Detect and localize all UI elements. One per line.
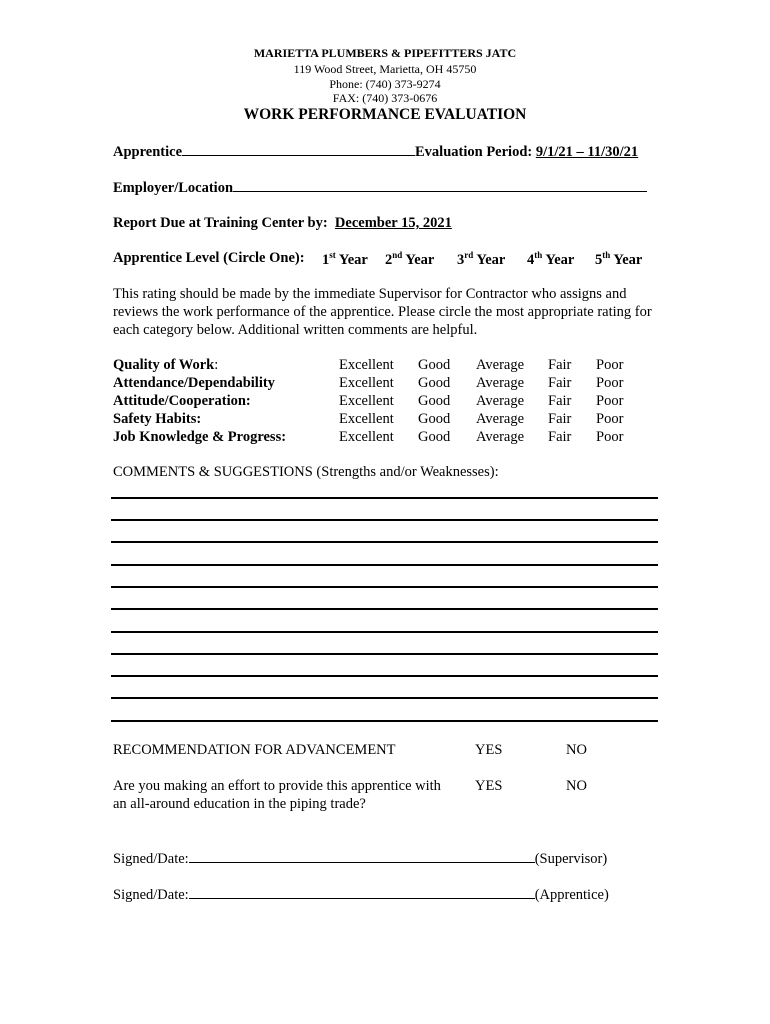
education-question-line1: Are you making an effort to provide this apprentice with (113, 778, 441, 794)
category-label: Attitude/Cooperation: (113, 393, 251, 409)
apprentice-level-label: Apprentice Level (Circle One): (113, 250, 305, 266)
level-option-1[interactable]: 1st Year (322, 250, 368, 268)
rating-good[interactable]: Good (418, 393, 451, 409)
comment-line[interactable] (111, 653, 658, 655)
organization-address: 119 Wood Street, Marietta, OH 45750 (293, 62, 477, 76)
supervisor-signature-row (113, 849, 607, 868)
comment-line[interactable] (111, 697, 658, 699)
apprentice-row (113, 143, 638, 161)
level-option-5[interactable]: 5th Year (595, 250, 643, 268)
comment-line[interactable] (111, 675, 658, 677)
comment-line[interactable] (111, 631, 658, 633)
advancement-no-option[interactable]: NO (566, 742, 587, 758)
organization-fax: FAX: (740) 373-0676 (332, 91, 438, 105)
rating-excellent[interactable]: Excellent (339, 429, 394, 445)
comment-line[interactable] (111, 541, 658, 543)
comment-line[interactable] (111, 586, 658, 588)
advancement-yes-option[interactable]: YES (475, 742, 503, 758)
comment-line[interactable] (111, 608, 658, 610)
advancement-label: RECOMMENDATION FOR ADVANCEMENT (113, 742, 396, 758)
rating-excellent[interactable]: Excellent (339, 375, 394, 391)
level-option-3[interactable]: 3rd Year (457, 250, 506, 268)
signature-label: Signed/Date: (113, 851, 189, 867)
document-title: WORK PERFORMANCE EVALUATION (243, 106, 527, 123)
education-yes-option[interactable]: YES (475, 778, 503, 794)
comment-line[interactable] (111, 564, 658, 566)
rating-good[interactable]: Good (418, 375, 451, 391)
rating-average[interactable]: Average (476, 429, 525, 445)
organization-phone: Phone: (740) 373-9274 (329, 77, 441, 91)
level-option-2[interactable]: 2nd Year (385, 250, 435, 268)
apprentice-level-row (113, 250, 305, 267)
comment-line[interactable] (111, 519, 658, 521)
rating-excellent[interactable]: Excellent (339, 357, 394, 373)
rating-poor[interactable]: Poor (596, 429, 624, 445)
rating-good[interactable]: Good (418, 429, 451, 445)
employer-label: Employer/Location (113, 180, 234, 196)
category-label: Attendance/Dependability (113, 375, 275, 391)
signature-role: (Supervisor) (534, 851, 608, 867)
level-option-4[interactable]: 4th Year (527, 250, 575, 268)
rating-fair[interactable]: Fair (548, 357, 572, 373)
signature-label: Signed/Date: (113, 887, 189, 903)
comment-line[interactable] (111, 720, 658, 722)
education-question-line2: an all-around education in the piping trade? (113, 796, 366, 812)
rating-good[interactable]: Good (418, 411, 451, 427)
organization-name: MARIETTA PLUMBERS & PIPEFITTERS JATC (253, 46, 517, 60)
apprentice-label: Apprentice (113, 144, 183, 160)
report-due-label: Report Due at Training Center by: (113, 215, 328, 231)
comment-line[interactable] (111, 497, 658, 499)
rating-excellent[interactable]: Excellent (339, 411, 394, 427)
rating-poor[interactable]: Poor (596, 375, 624, 391)
apprentice-signature-field[interactable] (189, 885, 535, 899)
evaluation-period-label: Evaluation Period: (415, 144, 533, 160)
employer-row (113, 179, 647, 197)
category-label: Job Knowledge & Progress: (113, 429, 287, 445)
category-label: Safety Habits: (113, 411, 202, 427)
category-label: Quality of Work: (113, 357, 219, 373)
rating-average[interactable]: Average (476, 393, 525, 409)
apprentice-signature-row (113, 885, 609, 904)
comments-label: COMMENTS & SUGGESTIONS (Strengths and/or Weaknesses): (113, 464, 499, 480)
rating-fair[interactable]: Fair (548, 429, 572, 445)
report-due-date: December 15, 2021 (334, 215, 452, 231)
rating-average[interactable]: Average (476, 411, 525, 427)
rating-excellent[interactable]: Excellent (339, 393, 394, 409)
signature-role: (Apprentice) (534, 887, 609, 903)
rating-good[interactable]: Good (418, 357, 451, 373)
supervisor-signature-field[interactable] (189, 849, 535, 863)
rating-average[interactable]: Average (476, 375, 525, 391)
report-due-row (113, 215, 452, 232)
rating-poor[interactable]: Poor (596, 357, 624, 373)
rating-poor[interactable]: Poor (596, 393, 624, 409)
education-no-option[interactable]: NO (566, 778, 587, 794)
apprentice-name-field[interactable] (182, 143, 415, 156)
rating-fair[interactable]: Fair (548, 393, 572, 409)
rating-fair[interactable]: Fair (548, 411, 572, 427)
evaluation-period-value: 9/1/21 – 11/30/21 (535, 144, 639, 160)
rating-poor[interactable]: Poor (596, 411, 624, 427)
rating-average[interactable]: Average (476, 357, 525, 373)
instructions-paragraph: This rating should be made by the immediate Supervisor for Contractor who assigns and reviews the work performance of the apprentice. Please circle the most appropriate rating for each category below. Additional written comments are helpful. (113, 286, 652, 338)
employer-location-field[interactable] (233, 179, 647, 192)
rating-fair[interactable]: Fair (548, 375, 572, 391)
